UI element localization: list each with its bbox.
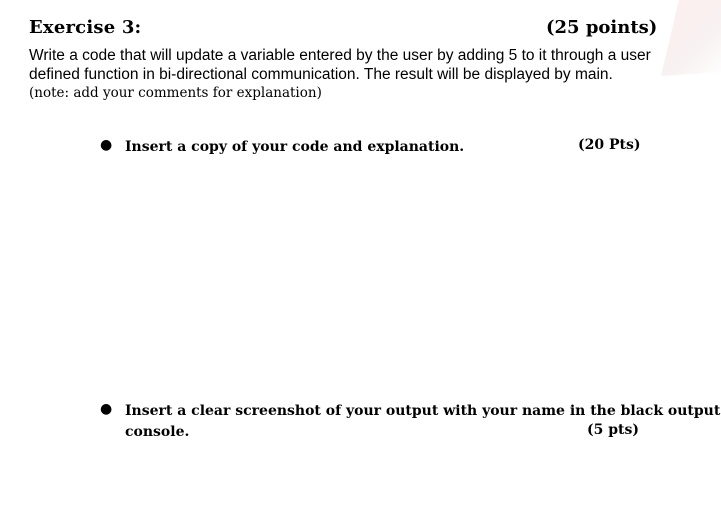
task-2-points: (5 pts): [587, 422, 640, 438]
task-1-points: (20 Pts): [578, 137, 641, 153]
bullet-icon: ●: [100, 137, 113, 153]
bullet-icon: ●: [100, 401, 113, 417]
task-2-text-line1: Insert a clear screenshot of your output with your name in the black output: [125, 403, 721, 419]
exercise-note: (note: add your comments for explanation): [29, 85, 322, 101]
exercise-title: Exercise 3:: [29, 17, 142, 38]
task-2-text-line2: console.: [125, 424, 190, 440]
exercise-points: (25 points): [546, 17, 658, 38]
task-1-text: Insert a copy of your code and explanation.: [125, 139, 465, 155]
exercise-description: Write a code that will update a variable entered by the user by adding 5 to it through a user defined function in bi-directional communication. The result will be displayed by main.: [29, 47, 651, 83]
